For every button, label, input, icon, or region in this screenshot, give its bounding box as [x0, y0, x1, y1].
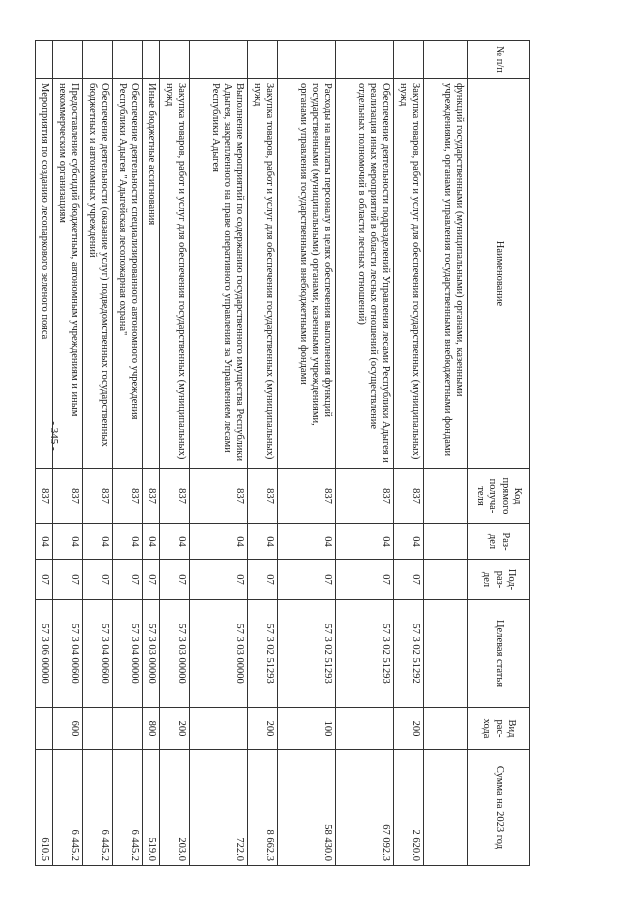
cell-subsection: 07: [394, 560, 424, 600]
cell-code: 837: [52, 469, 82, 524]
cell-subsection: 07: [52, 560, 82, 600]
cell-name: Обеспечение деятельности подразделений Управления лесами Республики Адыгея и реализация иных мероприятий в области лесных отношений (осуществление отдельных полномочий в области лесных отношений): [336, 79, 394, 469]
header-no: № п/п: [468, 41, 530, 79]
cell-section: 04: [160, 524, 190, 560]
cell-target: 57 3 04 00600: [82, 600, 112, 708]
cell-name: Закупка товаров, работ и услуг для обеспечения государственных (муниципальных) нужд: [160, 79, 190, 469]
cell-target: 57 3 06 00000: [35, 600, 52, 708]
cell-type: 800: [142, 708, 159, 750]
cell-target: 57 3 04 00000: [112, 600, 142, 708]
cell-no: [394, 41, 424, 79]
cell-target: [424, 600, 468, 708]
cell-section: 04: [394, 524, 424, 560]
cell-target: 57 3 02 51293: [248, 600, 278, 708]
cell-sum: 2 620.0: [394, 750, 424, 866]
table-row: [82, 41, 112, 866]
cell-type: [35, 708, 52, 750]
cell-section: 04: [190, 524, 248, 560]
cell-name: Предоставление субсидий бюджетным, автономным учреждениям и иным некоммерческим организациям: [52, 79, 82, 469]
cell-type: [424, 708, 468, 750]
table-row: [35, 41, 52, 866]
cell-subsection: 07: [35, 560, 52, 600]
cell-name: Мероприятия по созданию лесопаркового зеленого пояса: [35, 79, 52, 469]
cell-target: 57 3 03 00000: [190, 600, 248, 708]
cell-section: 04: [248, 524, 278, 560]
cell-code: 837: [82, 469, 112, 524]
cell-section: 04: [82, 524, 112, 560]
header-target: Целевая статья: [468, 600, 530, 708]
cell-sum: 203.0: [160, 750, 190, 866]
cell-no: [336, 41, 394, 79]
header-section: Раз-дел: [468, 524, 530, 560]
cell-section: [424, 524, 468, 560]
cell-type: [82, 708, 112, 750]
cell-name: Выполнение мероприятий по содержанию государственного имущества Республики Адыгея, закрепленного на праве оперативного управления за Управлением лесами Республики Адыгея: [190, 79, 248, 469]
cell-type: 200: [394, 708, 424, 750]
cell-sum: 722.0: [190, 750, 248, 866]
cell-code: 837: [394, 469, 424, 524]
cell-sum: 6 445.2: [52, 750, 82, 866]
header-code: Код прямого получа-теля: [468, 469, 530, 524]
cell-target: 57 3 03 00000: [142, 600, 159, 708]
cell-code: 837: [336, 469, 394, 524]
cell-type: [336, 708, 394, 750]
cell-code: 837: [142, 469, 159, 524]
cell-no: [112, 41, 142, 79]
cell-section: 04: [52, 524, 82, 560]
table-row: [52, 41, 82, 866]
table-row: [190, 41, 248, 866]
cell-name: функций государственными (муниципальными) органами, казенными учреждениями, органами управления государственными внебюджетными фондами: [424, 79, 468, 469]
cell-no: [52, 41, 82, 79]
cell-sum: 6 445.2: [82, 750, 112, 866]
cell-subsection: 07: [278, 560, 336, 600]
header-subsection: Под-раз-дел: [468, 560, 530, 600]
cell-type: 200: [160, 708, 190, 750]
table-row: [394, 41, 424, 866]
cell-no: [35, 41, 52, 79]
cell-code: 837: [112, 469, 142, 524]
cell-subsection: 07: [248, 560, 278, 600]
cell-target: 57 3 03 00000: [160, 600, 190, 708]
cell-name: Иные бюджетные ассигнования: [142, 79, 159, 469]
cell-no: [278, 41, 336, 79]
table-row: [424, 41, 468, 866]
page-number: - 345 -: [48, 421, 60, 451]
cell-sum: 6 445.2: [112, 750, 142, 866]
table-row: [142, 41, 159, 866]
header-name: Наименование: [468, 79, 530, 469]
cell-subsection: 07: [112, 560, 142, 600]
cell-subsection: 07: [336, 560, 394, 600]
cell-no: [248, 41, 278, 79]
cell-name: Расходы на выплаты персоналу в целях обеспечения выполнения функций государственными (муниципальными) органами, казенными учреждениями, органами управления государственными внебюджетными фондами: [278, 79, 336, 469]
cell-section: 04: [112, 524, 142, 560]
cell-section: 04: [278, 524, 336, 560]
table-row: [336, 41, 394, 866]
cell-type: 600: [52, 708, 82, 750]
cell-no: [142, 41, 159, 79]
cell-section: 04: [336, 524, 394, 560]
cell-code: 837: [248, 469, 278, 524]
cell-target: 57 3 02 51292: [394, 600, 424, 708]
table-row: [248, 41, 278, 866]
cell-type: 100: [278, 708, 336, 750]
cell-section: 04: [35, 524, 52, 560]
cell-section: 04: [142, 524, 159, 560]
header-type: Вид рас-хода: [468, 708, 530, 750]
cell-target: 57 3 02 51293: [336, 600, 394, 708]
cell-code: 837: [160, 469, 190, 524]
cell-code: 837: [35, 469, 52, 524]
budget-table: [35, 40, 530, 866]
cell-subsection: 07: [82, 560, 112, 600]
cell-code: [424, 469, 468, 524]
table-row: [112, 41, 142, 866]
cell-no: [160, 41, 190, 79]
cell-sum: 519.0: [142, 750, 159, 866]
cell-target: 57 3 02 51293: [278, 600, 336, 708]
table-row: [278, 41, 336, 866]
cell-subsection: 07: [160, 560, 190, 600]
cell-type: 200: [248, 708, 278, 750]
cell-no: [424, 41, 468, 79]
cell-type: [190, 708, 248, 750]
cell-sum: 67 092.3: [336, 750, 394, 866]
table-row: [160, 41, 190, 866]
cell-name: Обеспечение деятельности (оказание услуг) подведомственных государственных бюджетных и автономных учреждений: [82, 79, 112, 469]
cell-no: [82, 41, 112, 79]
cell-subsection: 07: [142, 560, 159, 600]
header-sum: Сумма на 2023 год: [468, 750, 530, 866]
cell-target: 57 3 04 00600: [52, 600, 82, 708]
cell-sum: 58 430.0: [278, 750, 336, 866]
cell-code: 837: [190, 469, 248, 524]
cell-subsection: [424, 560, 468, 600]
cell-no: [190, 41, 248, 79]
cell-name: Обеспечение деятельности специализированного автономного учреждения Республики Адыгея "Адыгейская лесопожарная охрана": [112, 79, 142, 469]
cell-name: Закупка товаров, работ и услуг для обеспечения государственных (муниципальных) нужд: [248, 79, 278, 469]
cell-sum: [424, 750, 468, 866]
cell-type: [112, 708, 142, 750]
cell-sum: 8 662.3: [248, 750, 278, 866]
cell-sum: 610.5: [35, 750, 52, 866]
cell-code: 837: [278, 469, 336, 524]
table-header-row: [468, 41, 530, 866]
cell-subsection: 07: [190, 560, 248, 600]
cell-name: Закупка товаров, работ и услуг для обеспечения государственных (муниципальных) нужд: [394, 79, 424, 469]
